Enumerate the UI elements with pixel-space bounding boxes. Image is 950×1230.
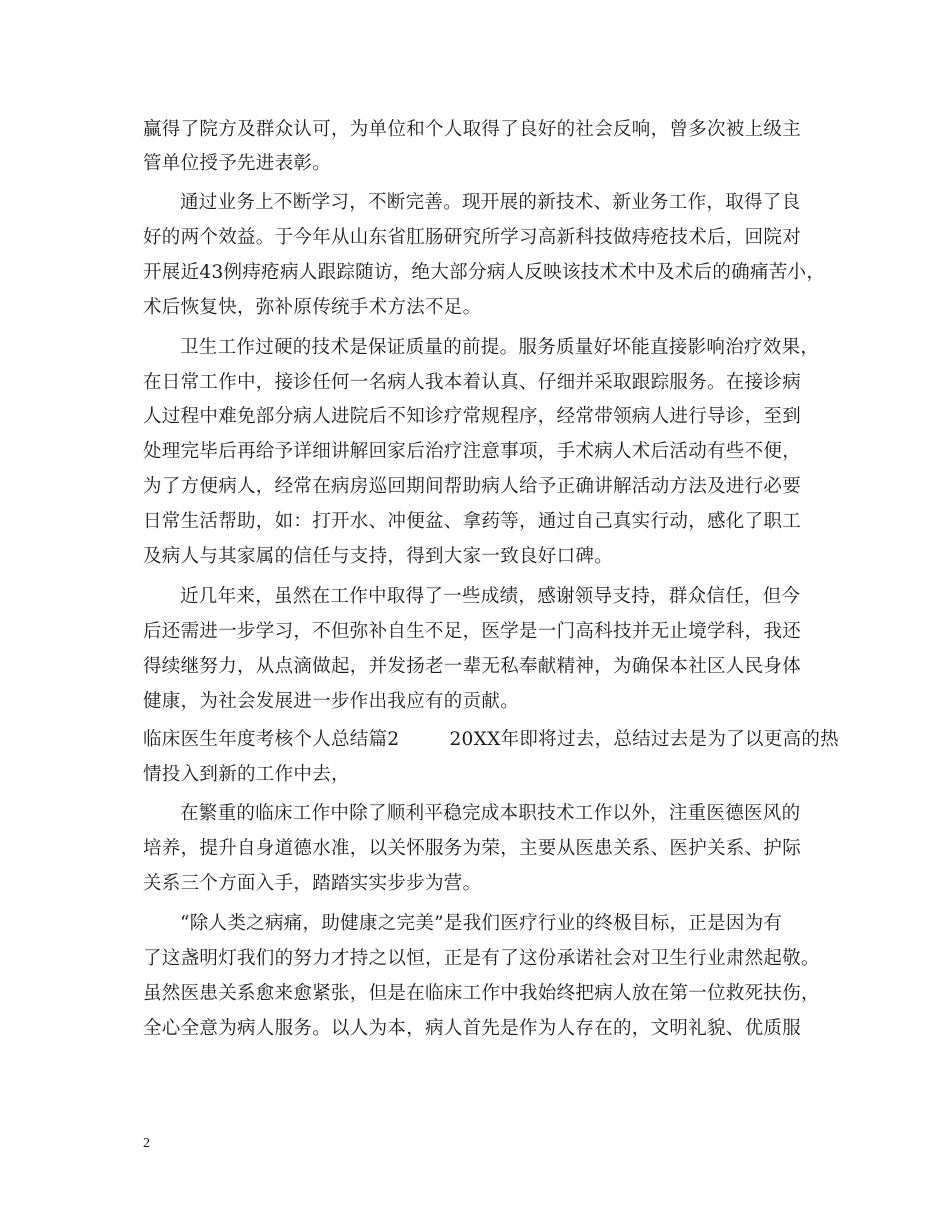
section-heading: 临床医生年度考核个人总结篇2 xyxy=(143,729,400,750)
paragraph-line: “除人类之病痛，助健康之完美”是我们医疗行业的终极目标，正是因为有 xyxy=(180,913,783,934)
paragraph-line: 处理完毕后再给予详细讲解回家后治疗注意事项，手术病人术后活动有些不便， xyxy=(143,441,802,462)
paragraph-line: 全心全意为病人服务。以人为本，病人首先是作为人存在的，文明礼貌、优质服 xyxy=(143,1018,802,1039)
paragraph-line: 术后恢复快，弥补原传统手术方法不足。 xyxy=(143,297,482,318)
paragraph-line: 得续继努力，从点滴做起，并发扬老一辈无私奉献精神，为确保本社区人民身体 xyxy=(143,656,802,677)
paragraph-line: 培养，提升自身道德水准，以关怀服务为荣，主要从医患关系、医护关系、护际 xyxy=(143,838,802,859)
paragraph-line: 及病人与其家属的信任与支持，得到大家一致良好口碑。 xyxy=(143,546,614,567)
paragraph-line: 通过业务上不断学习，不断完善。现开展的新技术、新业务工作，取得了良 xyxy=(180,192,801,213)
paragraph-line: 卫生工作过硬的技术是保证质量的前提。服务质量好坏能直接影响治疗效果， xyxy=(180,337,820,358)
section-heading-line xyxy=(143,728,839,752)
paragraph-line: 后还需进一步学习，不但弥补自生不足，医学是一门高科技并无止境学科，我还 xyxy=(143,621,802,642)
paragraph-line: 在日常工作中，接诊任何一名病人我本着认真、仔细并采取跟踪服务。在接诊病 xyxy=(143,372,802,393)
paragraph-line: 为了方便病人，经常在病房巡回期间帮助病人给予正确讲解活动方法及进行必要 xyxy=(143,476,802,497)
paragraph-line: 关系三个方面入手，踏踏实实步步为营。 xyxy=(143,873,482,894)
paragraph-line: 健康，为社会发展进一步作出我应有的贡献。 xyxy=(143,691,520,712)
paragraph-line: 开展近43例痔疮病人跟踪随访，绝大部分病人反映该技术术中及术后的确痛苦小， xyxy=(143,262,826,283)
paragraph-line: 日常生活帮助，如：打开水、冲便盆、拿药等，通过自己真实行动，感化了职工 xyxy=(143,511,802,532)
paragraph-line: 好的两个效益。于今年从山东省肛肠研究所学习高新科技做痔疮技术后，回院对 xyxy=(143,227,802,248)
paragraph-line: 人过程中难免部分病人进院后不知诊疗常规程序，经常带领病人进行导诊，至到 xyxy=(143,406,802,427)
paragraph-line: 管单位授予先进表彰。 xyxy=(143,153,332,174)
paragraph-line: 近几年来，虽然在工作中取得了一些成绩，感谢领导支持，群众信任，但今 xyxy=(180,586,801,607)
paragraph-line: 情投入到新的工作中去， xyxy=(143,764,350,785)
paragraph-line: 虽然医患关系愈来愈紧张，但是在临床工作中我始终把病人放在第一位救死扶伤， xyxy=(143,983,820,1004)
paragraph-line: 了这盏明灯我们的努力才持之以恒，正是有了这份承诺社会对卫生行业肃然起敬。 xyxy=(143,948,820,969)
paragraph-line: 20XX年即将过去，总结过去是为了以更高的热 xyxy=(449,729,839,750)
paragraph-line: 赢得了院方及群众认可，为单位和个人取得了良好的社会反响，曾多次被上级主 xyxy=(143,119,802,140)
page-number: 2 xyxy=(143,1136,150,1151)
paragraph-line: 在繁重的临床工作中除了顺利平稳完成本职技术工作以外，注重医德医风的 xyxy=(180,803,801,824)
